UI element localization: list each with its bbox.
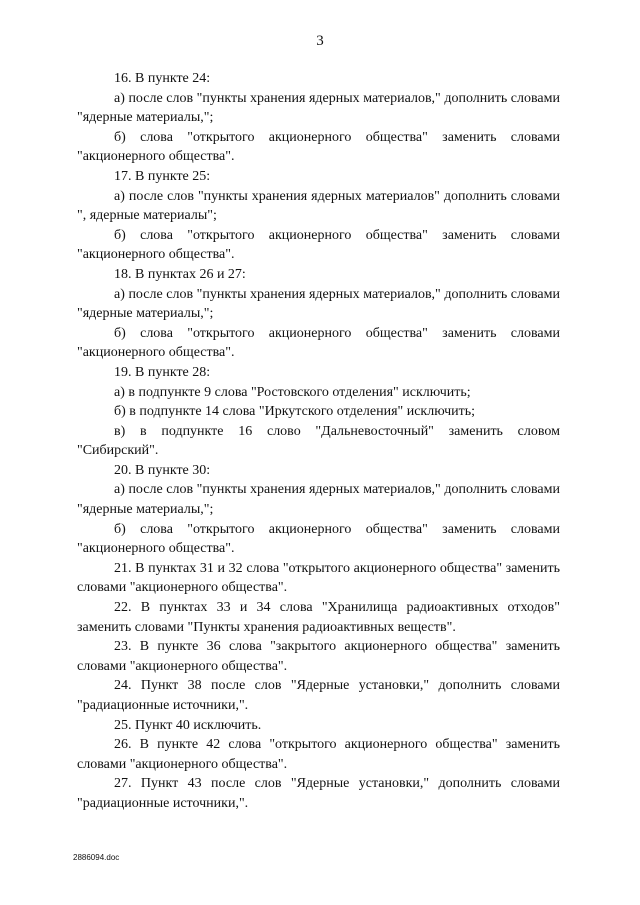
paragraph-item-24: 24. Пункт 38 после слов "Ядерные установки," дополнить словами "радиационные источники,". bbox=[77, 678, 560, 713]
paragraph-subitem-19b: б) в подпункте 14 слова "Иркутского отделения" исключить; bbox=[114, 404, 476, 420]
paragraph-item-27: 27. Пункт 43 после слов "Ядерные установки," дополнить словами "радиационные источники,". bbox=[77, 776, 560, 811]
paragraph-subitem-18a: а) после слов "пункты хранения ядерных материалов," дополнить словами "ядерные материалы,"; bbox=[77, 286, 560, 322]
document-filename: 2886094.doc bbox=[73, 853, 120, 862]
paragraph-item-23: 23. В пункте 36 слова "закрытого акционерного общества" заменить словами "акционерного общества". bbox=[77, 639, 560, 674]
paragraph-subitem-20b: б) слова "открытого акционерного общества" заменить словами "акционерного общества". bbox=[77, 521, 560, 557]
paragraph-item-21: 21. В пунктах 31 и 32 слова "открытого акционерного общества" заменить словами "акционерного общества". bbox=[77, 560, 560, 596]
page-number: 3 bbox=[316, 33, 324, 49]
paragraph-subitem-20a: а) после слов "пункты хранения ядерных материалов," дополнить словами "ядерные материалы,"; bbox=[77, 482, 560, 518]
paragraph-subitem-17b: б) слова "открытого акционерного общества" заменить словами "акционерного общества". bbox=[77, 227, 560, 263]
paragraph-item-17: 17. В пункте 25: bbox=[114, 168, 211, 184]
paragraph-item-16: 16. В пункте 24: bbox=[114, 71, 211, 86]
paragraph-subitem-16b: б) слова "открытого акционерного общества" заменить словами "акционерного общества". bbox=[77, 129, 560, 165]
paragraph-subitem-18b: б) слова "открытого акционерного общества" заменить словами "акционерного общества". bbox=[77, 325, 560, 361]
paragraph-item-20: 20. В пункте 30: bbox=[114, 462, 211, 478]
paragraph-item-19: 19. В пункте 28: bbox=[114, 364, 211, 380]
paragraph-item-22: 22. В пунктах 33 и 34 слова "Хранилища радиоактивных отходов" заменить словами "Пункты хранения радиоактивных веществ". bbox=[77, 600, 560, 635]
paragraph-subitem-16a: а) после слов "пункты хранения ядерных материалов," дополнить словами "ядерные материалы,"; bbox=[77, 90, 560, 126]
paragraph-subitem-19a: а) в подпункте 9 слова "Ростовского отделения" исключить; bbox=[114, 384, 471, 400]
paragraph-item-25: 25. Пункт 40 исключить. bbox=[114, 717, 262, 733]
paragraph-subitem-19c: в) в подпункте 16 слово "Дальневосточный" заменить словом "Сибирский". bbox=[77, 423, 560, 459]
paragraph-item-18: 18. В пунктах 26 и 27: bbox=[114, 266, 246, 282]
document-body bbox=[77, 69, 560, 814]
paragraph-subitem-17a: а) после слов "пункты хранения ядерных материалов" дополнить словами ", ядерные материалы"; bbox=[77, 188, 560, 224]
paragraph-item-26: 26. В пункте 42 слова "открытого акционерного общества" заменить словами "акционерного общества". bbox=[77, 737, 560, 772]
